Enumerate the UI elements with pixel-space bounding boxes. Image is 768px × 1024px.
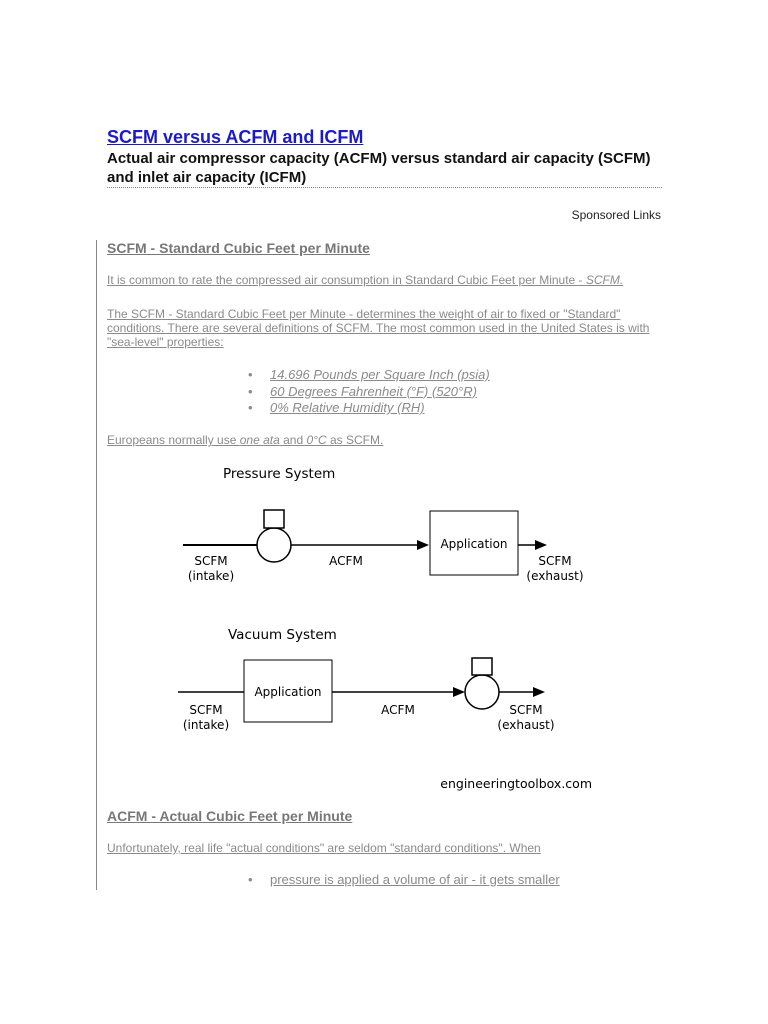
vacuum-exhaust-label: (exhaust) bbox=[497, 718, 555, 732]
scfm-heading[interactable]: SCFM - Standard Cubic Feet per Minute bbox=[107, 240, 370, 256]
vacuum-pump-motor-icon bbox=[472, 658, 492, 675]
arrow-right-icon bbox=[533, 687, 545, 697]
scfm-paragraph-2[interactable]: The SCFM - Standard Cubic Feet per Minute - determines the weight of air to fixed or "Standard" conditions. There are several definitions of SCFM. The most common used in the United States is with "sea-level" properties: bbox=[107, 307, 650, 349]
list-item[interactable]: • 0% Relative Humidity (RH) bbox=[248, 400, 425, 415]
vacuum-scfm-exhaust-label: SCFM bbox=[509, 703, 543, 717]
list-item[interactable]: • 60 Degrees Fahrenheit (°F) (520°R) bbox=[248, 383, 477, 399]
scfm-p1-text: It is common to rate the compressed air consumption in Standard Cubic Feet per Minute - bbox=[107, 273, 586, 287]
acfm-heading[interactable]: ACFM - Actual Cubic Feet per Minute bbox=[107, 808, 353, 824]
list-item[interactable]: • pressure is applied a volume of air - it gets smaller bbox=[248, 872, 560, 887]
sponsored-links-label: Sponsored Links bbox=[571, 208, 661, 222]
vacuum-intake-label: (intake) bbox=[182, 718, 230, 732]
title-divider bbox=[107, 187, 662, 188]
scfm-paragraph-1[interactable] bbox=[107, 273, 652, 287]
scfm-paragraph-3[interactable]: Europeans normally use one ata and 0°C as SCFM. bbox=[107, 433, 384, 447]
pressure-vacuum-diagram bbox=[175, 458, 600, 798]
pressure-acfm-label: ACFM bbox=[329, 554, 363, 568]
pressure-scfm-intake-label: SCFM bbox=[194, 554, 228, 568]
list-item[interactable]: • 14.696 Pounds per Square Inch (psia) bbox=[248, 367, 490, 382]
vacuum-application-label: Application bbox=[254, 685, 322, 699]
arrow-right-icon bbox=[417, 540, 429, 550]
pressure-exhaust-label: (exhaust) bbox=[526, 569, 584, 583]
diagram-credit: engineeringtoolbox.com bbox=[440, 776, 592, 791]
vacuum-pump-icon bbox=[465, 675, 499, 709]
page-title[interactable]: SCFM versus ACFM and ICFM bbox=[107, 127, 364, 147]
pressure-scfm-exhaust-label: SCFM bbox=[538, 554, 572, 568]
pressure-intake-label: (intake) bbox=[187, 569, 235, 583]
vacuum-system-title: Vacuum System bbox=[228, 627, 337, 643]
pressure-compressor-motor-icon bbox=[264, 510, 284, 528]
pressure-compressor-icon bbox=[257, 528, 291, 562]
content-left-border bbox=[96, 240, 97, 890]
page-subtitle: Actual air compressor capacity (ACFM) versus standard air capacity (SCFM) and inlet air capacity (ICFM) bbox=[107, 150, 651, 186]
pressure-system-title: Pressure System bbox=[223, 466, 336, 482]
arrow-right-icon bbox=[535, 540, 547, 550]
vacuum-acfm-label: ACFM bbox=[381, 703, 415, 717]
arrow-right-icon bbox=[453, 687, 465, 697]
acfm-conditions-list bbox=[248, 872, 560, 889]
pressure-application-label: Application bbox=[440, 537, 508, 551]
scfm-p1-em: SCFM. bbox=[585, 273, 624, 287]
acfm-paragraph-1[interactable]: Unfortunately, real life "actual conditions" are seldom "standard conditions". When bbox=[107, 841, 541, 855]
scfm-properties-list bbox=[248, 367, 490, 417]
vacuum-scfm-intake-label: SCFM bbox=[189, 703, 223, 717]
